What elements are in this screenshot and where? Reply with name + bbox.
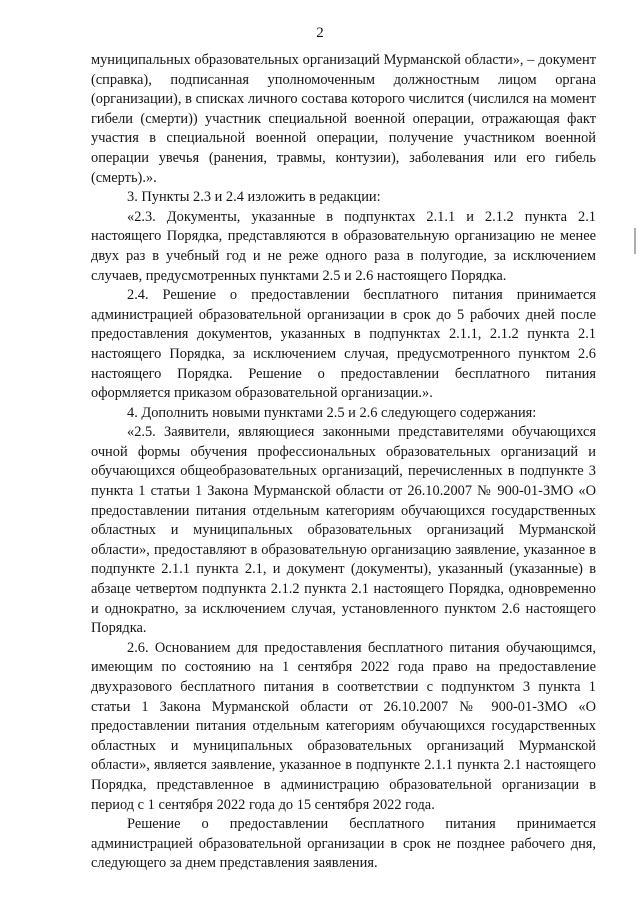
paragraph-clause-2-3: «2.3. Документы, указанные в подпунктах 2.1.1 и 2.1.2 пункта 2.1 настоящего Порядка, представляются в образовательную организацию не менее двух раз в учебный год и не реже одного раза в полугодие, за исключением случаев, предусмотренных пунктами 2.5 и 2.6 настоящего Порядка. <box>91 208 596 284</box>
paragraph-clause-2-6: 2.6. Основанием для предоставления бесплатного питания обучающимся, имеющим по состоянию на 1 сентября 2022 года право на предоставление двухразового бесплатного питания в соответствии с подпунктом 3 пункта 1 статьи 1 Закона Мурманской области от 26.10.2007 № 900-01-ЗМО «О предоставлении питания отдельным категориям обучающихся государственных областных и муниципальных образовательных организаций Мурманской области», является заявление, указанное в подпункте 2.1.1 пункта 2.1 настоящего Порядка, представленное в администрацию образовательной организации в период с 1 сентября 2022 года до 15 сентября 2022 года. <box>91 639 596 813</box>
paragraph-clause-2-5: «2.5. Заявители, являющиеся законными представителями обучающихся очной формы обучения профессиональных образовательных организаций и обучающихся общеобразовательных организаций, перечисленных в подпункте 3 пункта 1 статьи 1 Закона Мурманской области от 26.10.2007 № 900-01-ЗМО «О предоставлении питания отдельным категориям обучающихся государственных областных и муниципальных образовательных организаций Мурманской области», предоставляют в образовательную организацию заявление, указанное в подпункте 2.1.1 пункта 2.1, и документ (документы), указанный (указанные) в абзаце четвертом подпункта 2.1.2 пункта 2.1 настоящего Порядка, одновременно и однократно, за исключением случая, установленного пунктом 2.6 настоящего Порядка. <box>91 424 596 637</box>
paragraph-item-3: 3. Пункты 2.3 и 2.4 изложить в редакции: <box>127 189 381 206</box>
scan-edge-mark <box>634 228 636 254</box>
document-body <box>91 51 596 874</box>
paragraph-continuation: муниципальных образовательных организаций Мурманской области», – документ (справка), подписанная уполномоченным должностным лицом органа (организации), в списках личного состава которого числится (числился на момент гибели (смерти)) участник специальной военной операции, отражающая факт участия в специальной военной операции, получение участником военной операции увечья (ранения, травмы, контузии), заболевания или его гибель (смерть).». <box>91 52 596 186</box>
paragraph-item-4: 4. Дополнить новыми пунктами 2.5 и 2.6 следующего содержания: <box>127 404 537 421</box>
paragraph-clause-2-4: 2.4. Решение о предоставлении бесплатного питания принимается администрацией образовательной организации в срок до 5 рабочих дней после предоставления документов, указанных в подпунктах 2.1.1, 2.1.2 пункта 2.1 настоящего Порядка, за исключением случая, предусмотренного пунктом 2.6 настоящего Порядка. Решение о предоставлении бесплатного питания оформляется приказом образовательной организации.». <box>91 287 596 402</box>
page-number: 2 <box>316 25 324 41</box>
paragraph-decision: Решение о предоставлении бесплатного питания принимается администрацией образовательной организации в срок не позднее рабочего дня, следующего за днем представления заявления. <box>91 816 596 872</box>
